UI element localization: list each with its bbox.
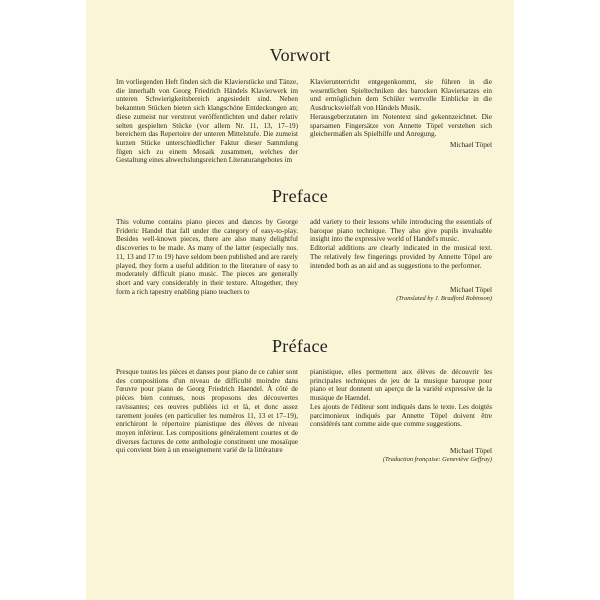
preface-fr-signature: Michael Töpel — [450, 446, 492, 455]
heading-preface: Preface — [271, 186, 329, 206]
heading-preface-fr: Préface — [271, 336, 329, 356]
preface-fr-right-column — [310, 368, 492, 464]
vorwort-left-text: Im vorliegenden Heft finden sich die Klavierstücke und Tänze, die innerhalb von Georg Friedrich Händels Klavierwerk im unteren Schwierigkeitsbereich angesiedelt sind. Neben bekannten Stücken bieten sich klangschöne Entdeckungen an; diese zumeist nur verstreut veröffentlichten und daher relativ selten gespielten Stücke (vor allem Nr. 11, 13, 17–19) bereichern das Repertoire der unteren Mittelstufe. Die zumeist kurzen Stücke unterschiedlicher Faktur dieser Sammlung fügen sich zu einem Mosaik zusammen, welches der Gestaltung eines abwechslungsreichen Literaturangebotes im — [116, 78, 298, 165]
preface-fr-translator-credit: (Traduction française: Geneviève Geffray) — [382, 455, 492, 463]
document-page — [86, 0, 514, 600]
preface-right-column — [310, 218, 492, 304]
preface-right-paragraph-1: add variety to their lessons while introducing the essentials of baroque piano technique. They also give pupils invaluable insight into the expressive world of Handel's music. — [310, 218, 492, 244]
preface-fr-right-paragraph-1: pianistique, elles permettent aux élèves de découvrir les principales techniques de jeu de la musique baroque pour piano et leur donnent un aperçu de la variété expressive de la musique de Haendel. — [310, 368, 492, 403]
preface-left-text: This volume contains piano pieces and dances by George Frideric Handel that fall under the category of easy-to-play. Besides well-known pieces, there are also many delightful discoveries to be made. As many of the latter (especially nos. 11, 13 and 17 to 19) have seldom been published and are rarely played, they form a useful addition to the literature of easy to moderately difficult piano music. The pieces are generally short and vary considerably in their texture. Altogether, they form a rich tapestry enabling piano teachers to — [116, 218, 298, 296]
vorwort-signature: Michael Töpel — [450, 140, 492, 149]
vorwort-right-paragraph-1: Klavierunterricht entgegenkommt, sie führen in die wesentlichen Spieltechniken des barocken Klaviersatzes ein und ermöglichen dem Schüler wertvolle Einblicke in die Ausdrucksvielfalt von Händels Musik. — [310, 78, 492, 113]
preface-left-column — [116, 218, 298, 296]
preface-fr-left-column — [116, 368, 298, 455]
preface-translator-credit: (Translated by J. Bradford Robinson) — [396, 294, 492, 302]
preface-right-paragraph-2: Editorial additions are clearly indicated in the musical text. The relatively few fingerings provided by Annette Töpel are intended both as an aid and as suggestions to the performer. — [310, 244, 492, 270]
vorwort-right-column — [310, 78, 492, 150]
preface-fr-left-text: Presque toutes les pièces et danses pour piano de ce cahier sont des compositions d'un niveau de difficulté moindre dans l'œuvre pour piano de Georg Friedrich Haendel. À côté de pièces bien connues, nous proposons des découvertes ravissantes; ces œuvres publiées ici et là, et donc assez rarement jouées (en particulier les numéros 11, 13 et 17–19), enrichiront le répertoire pianistique des élèves de niveau moyen inférieur. Les compositions généralement courtes et de diverses factures de cette anthologie constituent une mosaïque qui convient bien à un enseignement varié de la littérature — [116, 368, 298, 455]
heading-vorwort: Vorwort — [269, 45, 331, 65]
preface-signature: Michael Töpel — [450, 286, 492, 295]
vorwort-left-column — [116, 78, 298, 165]
vorwort-right-paragraph-2: Herausgeberzutaten im Notentext sind gekennzeichnet. Die sparsamen Fingersätze von Annette Töpel verstehen sich gleichermaßen als Spielhilfe und Anregung. — [310, 112, 492, 139]
preface-fr-right-paragraph-2: Les ajouts de l'éditeur sont indiqués dans le texte. Les doigtés parcimonieux indiqués par Annette Töpel doivent être considérés tant comme aide que comme suggestions. — [310, 402, 492, 429]
